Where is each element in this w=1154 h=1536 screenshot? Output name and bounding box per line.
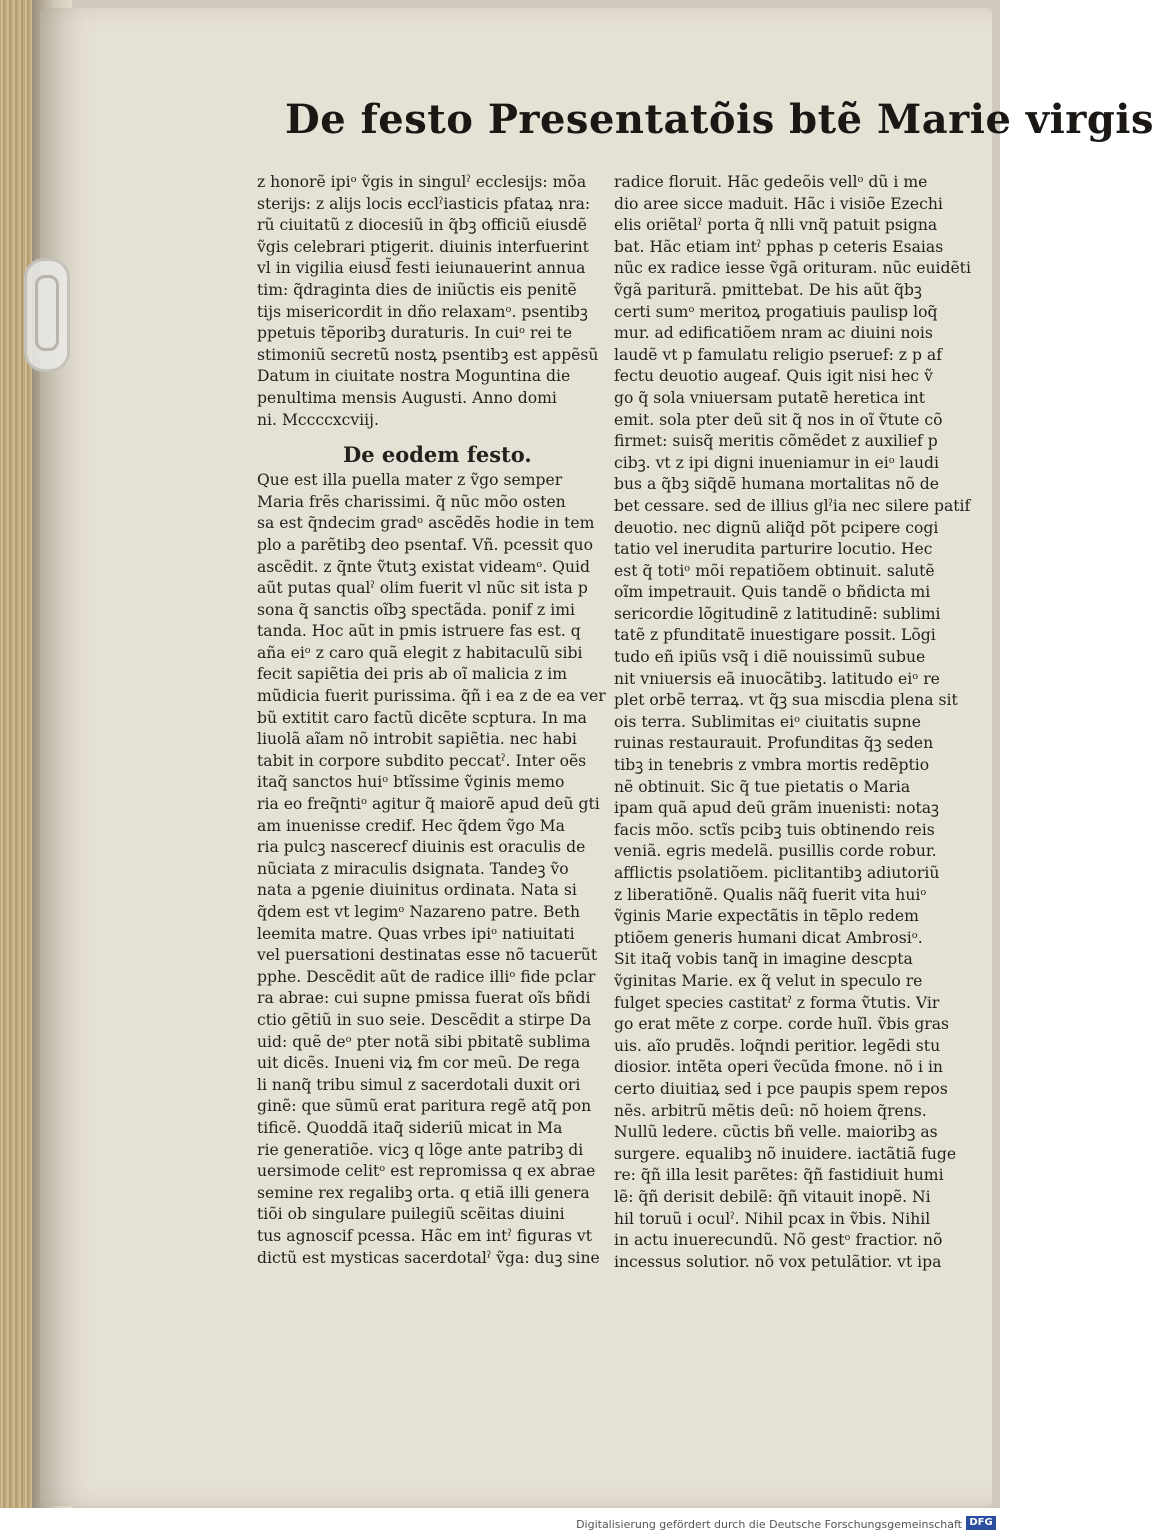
text-line: radice floruit. Hãc gedeõis vellᵒ dũ i me <box>614 173 928 191</box>
text-line: ṽgis celebrari ptigerit. diuinis interfuerint <box>257 237 589 256</box>
text-line: afflictis psolatiõem. piclitantibꝫ adiutoriũ <box>614 864 940 882</box>
text-line: ṽgã pariturã. pmittebat. De his aũt q̃bꝫ <box>614 280 922 299</box>
text-line: nẽ obtinuit. Sic q̃ tue pietatis o Maria <box>614 777 911 796</box>
text-line: tatio vel inerudita parturire locutio. Hec <box>614 540 933 559</box>
text-line: am inuenisse credif. Hec q̃dem ṽgo Ma <box>257 816 565 835</box>
text-line: q̃dem est vt legimᵒ Nazareno patre. Beth <box>257 903 581 921</box>
text-line: ra abrae: cui supne pmissa fuerat oĩs bñdi <box>257 989 591 1008</box>
left-column-text-after <box>257 470 606 1269</box>
text-line: ni. Mccccxcviij. <box>257 410 379 429</box>
running-title: De festo Presentatõis btẽ Marie virgis <box>285 96 1154 143</box>
paper-clip-inner <box>35 275 59 351</box>
text-line: plet orbẽ terraꝝ. vt q̃ꝫ sua miscdia plena sit <box>614 691 958 710</box>
text-line: tabit in corpore subdito peccatˀ. Inter oẽs <box>257 751 587 770</box>
text-line: cibꝫ. vt z ipi digni inueniamur in eiᵒ laudi <box>614 453 939 472</box>
text-line: bet cessare. sed de illius glˀia nec silere patif <box>614 496 971 515</box>
text-line: tus agnoscif pcessa. Hãc em intˀ figuras vt <box>257 1226 592 1245</box>
text-line: z liberatiõnẽ. Qualis nãq̃ fuerit vita huiᵒ <box>614 885 927 904</box>
text-line: bus a q̃bꝫ siq̃dẽ humana mortalitas nõ de <box>614 475 940 494</box>
text-line: ppetuis tẽporibꝫ duraturis. In cuiᵒ rei te <box>257 324 573 343</box>
text-line: plo a parẽtibꝫ deo psentaf. Vñ. pcessit quo <box>257 535 593 554</box>
text-line: lẽ: q̃ñ derisit debilẽ: q̃ñ vitauit inopẽ. Ni <box>614 1187 931 1206</box>
text-line: diosior. intẽta operi ṽecũda ẜmone. nõ i in <box>614 1058 943 1077</box>
text-line: uit dicẽs. Inueni viꝝ ẜm cor meũ. De rega <box>257 1054 580 1073</box>
text-line: ria pulcꝫ nascerecf diuinis est oraculis de <box>257 838 586 857</box>
text-line: dio aree sicce maduit. Hãc i visiõe Ezechi <box>614 194 943 213</box>
text-line: hil toruũ i oculˀ. Nihil pcax in ṽbis. Nihil <box>614 1209 931 1228</box>
text-line: incessus solutior. nõ vox petulãtior. vt ipa <box>614 1252 942 1271</box>
text-line: bat. Hãc etiam intˀ pphas p ceteris Esaias <box>614 237 944 256</box>
text-line: certi sumᵒ meritoꝝ progatiuis paulisp loq̃ <box>614 302 938 321</box>
right-column <box>614 172 971 1273</box>
left-column <box>257 172 606 1269</box>
text-line: Sit itaq̃ vobis tanq̃ in imagine descpta <box>614 950 913 969</box>
text-line: est q̃ totiᵒ mõi repatiõem obtinuit. salutẽ <box>614 561 935 580</box>
text-line: tificẽ. Quoddã itaq̃ sideriũ micat in Ma <box>257 1118 563 1137</box>
text-line: mũdicia fuerit purissima. q̃ñ i ea z de ea ver <box>257 687 606 706</box>
text-line: ruinas restaurauit. Profunditas q̃ꝫ seden <box>614 734 934 753</box>
text-line: stimoniũ secretũ nostꝝ psentibꝫ est appẽsũ <box>257 345 599 364</box>
spacer <box>257 431 599 440</box>
text-line: ipam quã apud deũ grãm inuenisti: notaꝫ <box>614 799 939 818</box>
text-line: nit vniuersis eã inuocãtibꝫ. latitudo eiᵒ re <box>614 669 940 688</box>
text-line: vl in vigilia eiusd̃ festi ieiunauerint annua <box>257 259 586 278</box>
text-line: ptiõem generis humani dicat Ambrosiᵒ. <box>614 928 923 947</box>
text-line: ginẽ: que sũmũ erat paritura regẽ atq̃ pon <box>257 1097 592 1116</box>
text-line: ṽginis Marie expectãtis in tẽplo redem <box>614 907 919 926</box>
text-line: fectu deuotio augeaf. Quis igit nisi hec ṽ <box>614 367 933 386</box>
text-line: in actu inuerecundũ. Nõ gestᵒ fractior. nõ <box>614 1231 943 1250</box>
text-line: nẽs. arbitrũ mẽtis deũ: nõ hoiem q̃rens. <box>614 1101 927 1120</box>
text-line: bũ extitit caro factũ dicẽte scptura. In ma <box>257 708 587 727</box>
text-line: nũciata z miraculis dsignata. Tandeꝫ ṽo <box>257 859 569 878</box>
text-line: mur. ad edificatiõem nram ac diuini nois <box>614 324 933 343</box>
text-line: Datum in ciuitate nostra Moguntina die <box>257 367 571 386</box>
text-line: penultima mensis Augusti. Anno domi <box>257 388 557 407</box>
paper-clip-icon <box>24 258 70 372</box>
section-heading: De eodem festo. <box>343 442 532 468</box>
text-line: rũ ciuitatũ z diocesiũ in q̃bꝫ officiũ eiusdẽ <box>257 216 588 235</box>
right-column-text <box>614 172 971 1273</box>
text-line: liuolã aĩam nõ introbit sapiẽtia. nec habi <box>257 730 577 749</box>
text-line: Que est illa puella mater z ṽgo semper <box>257 471 563 490</box>
text-line: Maria frẽs charissimi. q̃ nũc mõo osten <box>257 492 566 511</box>
text-line: veniã. egris medelã. pusillis corde robur. <box>614 842 937 861</box>
text-line: nũc ex radice iesse ṽgã orituram. nũc euidẽti <box>614 259 971 278</box>
text-line: ria eo freq̃ntiᵒ agitur q̃ maiorẽ apud deũ gti <box>257 795 600 814</box>
text-line: tatẽ z pfunditatẽ inuestigare possit. Lõgi <box>614 626 936 645</box>
text-line: re: q̃ñ illa lesit parẽtes: q̃ñ fastidiuit humi <box>614 1166 944 1185</box>
text-line: li nanq̃ tribu simul z sacerdotali duxit ori <box>257 1075 581 1094</box>
text-line: tudo eñ ipiũs vsq̃ i diẽ nouissimũ subue <box>614 648 926 667</box>
text-line: fulget species castitatˀ z forma ṽtutis. Vir <box>614 993 940 1012</box>
text-line: tiõi ob singulare puilegiũ scẽitas diuini <box>257 1205 565 1224</box>
text-line: dictũ est mysticas sacerdotalˀ ṽga: duꝫ sine <box>257 1248 600 1267</box>
left-column-text-before <box>257 172 599 431</box>
text-line: ctio gẽtiũ in suo seie. Descẽdit a stirpe Da <box>257 1010 592 1029</box>
text-line: vel puersationi destinatas esse nõ tacuerũt <box>257 946 598 965</box>
text-line: certo diuitiaꝝ sed i pce paupis spem repos <box>614 1079 948 1098</box>
text-line: laudẽ vt p famulatu religio pseruef: z p af <box>614 345 942 364</box>
text-line: facis mõo. sctĩs pcibꝫ tuis obtinendo reis <box>614 820 935 839</box>
text-line: oĩm impetrauit. Quis tandẽ o bñdicta mi <box>614 583 931 602</box>
footer-bar <box>0 1508 1000 1536</box>
text-line: rie generatiõe. vicꝫ q lõge ante patribꝫ di <box>257 1140 584 1159</box>
text-line: aũt putas qualˀ olim fuerit vl nũc sit ista p <box>257 579 588 598</box>
text-line: aña eiᵒ z caro quã elegit z habitaculũ sibi <box>257 643 583 662</box>
text-line: uid: quẽ deᵒ pter notã sibi pbitatẽ sublima <box>257 1032 591 1051</box>
text-line: tijs misericordit in dño relaxamᵒ. psentibꝫ <box>257 302 588 321</box>
text-line: fecit sapiẽtia dei pris ab oĩ malicia z im <box>257 665 568 684</box>
text-line: semine rex regalibꝫ orta. q etiã illi genera <box>257 1183 590 1202</box>
text-line: sa est q̃ndecim gradᵒ ascẽdẽs hodie in tem <box>257 514 595 533</box>
text-line: tibꝫ in tenebris z vmbra mortis redẽptio <box>614 756 930 775</box>
text-line: tim: q̃draginta dies de iniũctis eis penitẽ <box>257 280 577 299</box>
digitization-credit: Digitalisierung gefördert durch die Deutsche Forschungsgemeinschaft <box>576 1518 962 1531</box>
text-line: pphe. Descẽdit aũt de radice illiᵒ fide pclar <box>257 967 596 986</box>
text-line: sericordie lõgitudinẽ z latitudinẽ: sublimi <box>614 604 941 623</box>
text-line: elis oriẽtalˀ porta q̃ nlli vnq̃ patuit psigna <box>614 216 938 235</box>
text-line: uersimode celitᵒ est repromissa q ex abrae <box>257 1162 596 1181</box>
text-line: deuotio. nec dignũ aliq̃d põt pcipere cogi <box>614 518 939 537</box>
text-line: ṽginitas Marie. ex q̃ velut in speculo re <box>614 971 923 990</box>
text-line: leemita matre. Quas vrbes ipiᵒ natiuitati <box>257 924 575 943</box>
text-line: go erat mẽte z corpe. corde huĩl. ṽbis gras <box>614 1015 950 1034</box>
text-line: sona q̃ sanctis oĩbꝫ spectãda. ponif z imi <box>257 600 575 619</box>
text-line: go q̃ sola vniuersam putatẽ heretica int <box>614 388 926 407</box>
text-line: sterijs: z alijs locis ecclˀiasticis pfataꝝ nra: <box>257 194 591 213</box>
text-line: tanda. Hoc aũt in pmis istruere fas est. q <box>257 622 581 641</box>
text-line: ascẽdit. z q̃nte ṽtutꝫ existat videamᵒ. Quid <box>257 557 590 576</box>
text-line: itaq̃ sanctos huiᵒ btĩssime ṽginis memo <box>257 773 565 792</box>
text-line: uis. aĩo prudẽs. loq̃ndi peritior. legẽdi stu <box>614 1036 941 1055</box>
text-line: surgere. equalibꝫ nõ inuidere. iactãtiã fuge <box>614 1144 957 1163</box>
text-line: Nullũ ledere. cũctis bñ velle. maioribꝫ as <box>614 1123 938 1142</box>
text-line: emit. sola pter deũ sit q̃ nos in oĩ ṽtute cõ <box>614 410 943 429</box>
dfg-logo: DFG <box>966 1516 996 1530</box>
text-line: z honorẽ ipiᵒ ṽgis in singulˀ ecclesijs: mõa <box>257 173 587 191</box>
text-line: nata a pgenie diuinitus ordinata. Nata si <box>257 881 577 900</box>
book-page-edges <box>0 0 32 1508</box>
text-line: ois terra. Sublimitas eiᵒ ciuitatis supne <box>614 712 921 731</box>
text-line: firmet: suisq̃ meritis cõmẽdet z auxilief p <box>614 432 938 451</box>
